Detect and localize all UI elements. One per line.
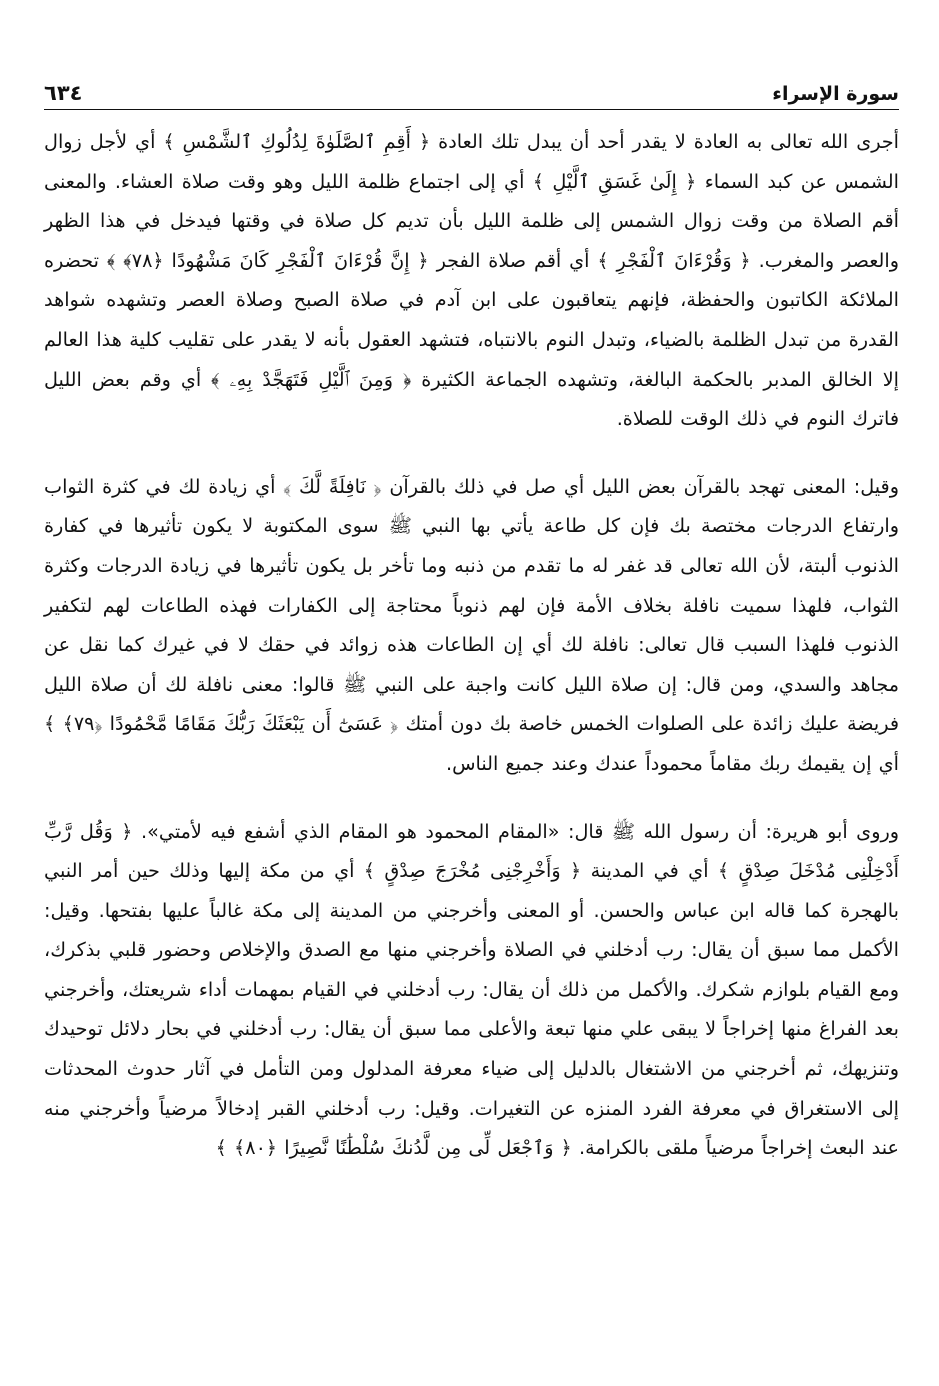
paragraph-1: أجرى الله تعالى به العادة لا يقدر أحد أن يبدل تلك العادة ﴿ أَقِمِ ٱلصَّلَوٰةَ لِدُلُوكِ ٱلشَّمْسِ ﴾ أي لأجل زوال الشمس عن كبد السماء ﴿ إِلَىٰ غَسَقِ ٱلَّيْلِ ﴾ أي إلى اجتماع ظلمة الليل وهو وقت صلاة العشاء. والمعنى أقم الصلاة من وقت زوال الشمس إلى ظلمة الليل بأن تديم كل صلاة في وقتها فيدخل في هذا الظهر والعصر والمغرب. ﴿ وَقُرْءَانَ ٱلْفَجْرِ ﴾ أي أقم صلاة الفجر ﴿ إِنَّ قُرْءَانَ ٱلْفَجْرِ كَانَ مَشْهُودًا ﴿٧٨﴾ ﴾ تحضره الملائكة الكاتبون والحفظة، فإنهم يتعاقبون على ابن آدم في صلاة الصبح وصلاة العصر وتشهده شواهد القدرة من تبدل الظلمة بالضياء، وتبدل النوم بالانتباه، فتشهد العقول بأنه لا يقدر على تقليب كلية هذا العالم إلا الخالق المدبر بالحكمة البالغة، وتشهده الجماعة الكثيرة ﴿ وَمِنَ ٱلَّيْلِ فَتَهَجَّدْ بِهِۦ ﴾ أي وقم بعض الليل فاترك النوم في ذلك الوقت للصلاة. [44, 130, 899, 431]
surah-name: سورة الإسراء [772, 83, 899, 105]
paragraph-3: وروى أبو هريرة: أن رسول الله ﷺ قال: «المقام المحمود هو المقام الذي أشفع فيه لأمتي». ﴿ وَقُل رَّبِّ أَدْخِلْنِى مُدْخَلَ صِدْقٍ ﴾ أي في المدينة ﴿ وَأَخْرِجْنِى مُخْرَجَ صِدْقٍ ﴾ أي من مكة إليها وذلك حين أمر النبي بالهجرة كما قاله ابن عباس والحسن. أو المعنى وأخرجني من المدينة إلى مكة غالباً عليها بفتحها. وقيل: الأكمل مما سبق أن يقال: رب أدخلني في الصلاة وأخرجني منها مع الصدق والإخلاص وحضور قلبي بذكرك، ومع القيام بلوازم شكرك. والأكمل من ذلك أن يقال: رب أدخلني في القيام بمهمات أداء شريعتك، وأخرجني بعد الفراغ منها إخراجاً لا يبقى علي منها تبعة والأعلى مما سبق أن يقال: رب أدخلني في بحار دلائل توحيدك وتنزيهك، ثم أخرجني من الاشتغال بالدليل إلى ضياء معرفة المدلول ومن التأمل في آثار حدوث المحدثات إلى الاستغراق في معرفة الفرد المنزه عن التغيرات. وقيل: رب أدخلني القبر إدخالاً مرضياً وأخرجني منه عند البعث إخراجاً مرضياً ملقى بالكرامة. ﴿ وَٱجْعَل لِّى مِن لَّدُنكَ سُلْطَٰنًا نَّصِيرًا ﴿٨٠﴾ ﴾ [44, 819, 899, 1160]
page-number: ٦٣٤ [44, 81, 83, 105]
tafsir-text [44, 122, 899, 1168]
page-header [44, 70, 899, 110]
paragraph-2: وقيل: المعنى تهجد بالقرآن بعض الليل أي صل في ذلك بالقرآن ﴿ نَافِلَةً لَّكَ ﴾ أي زيادة لك في كثرة الثواب وارتفاع الدرجات مختصة بك فإن كل طاعة يأتي بها النبي ﷺ سوى المكتوبة لا يكون تأثيرها في كفارة الذنوب ألبتة، لأن الله تعالى قد غفر له ما تقدم من ذنبه وما تأخر بل يكون تأثيرها في زيادة الدرجات وكثرة الثواب، فلهذا سميت نافلة بخلاف الأمة فإن لهم ذنوباً محتاجة إلى الكفارات فهذه الطاعات لهم لتكفير الذنوب فلهذا السبب قال تعالى: نافلة لك أي إن الطاعات هذه زوائد في حقك لا في غيرك كما نقل عن مجاهد والسدي، ومن قال: إن صلاة الليل كانت واجبة على النبي ﷺ قالوا: معنى نافلة لك أن صلاة الليل فريضة عليك زائدة على الصلوات الخمس خاصة بك دون أمتك ﴿ عَسَىٰٓ أَن يَبْعَثَكَ رَبُّكَ مَقَامًا مَّحْمُودًا ﴿٧٩﴾ ﴾ أي إن يقيمك ربك مقاماً محموداً عندك وعند جميع الناس. [44, 474, 899, 775]
book-page [44, 70, 899, 1370]
